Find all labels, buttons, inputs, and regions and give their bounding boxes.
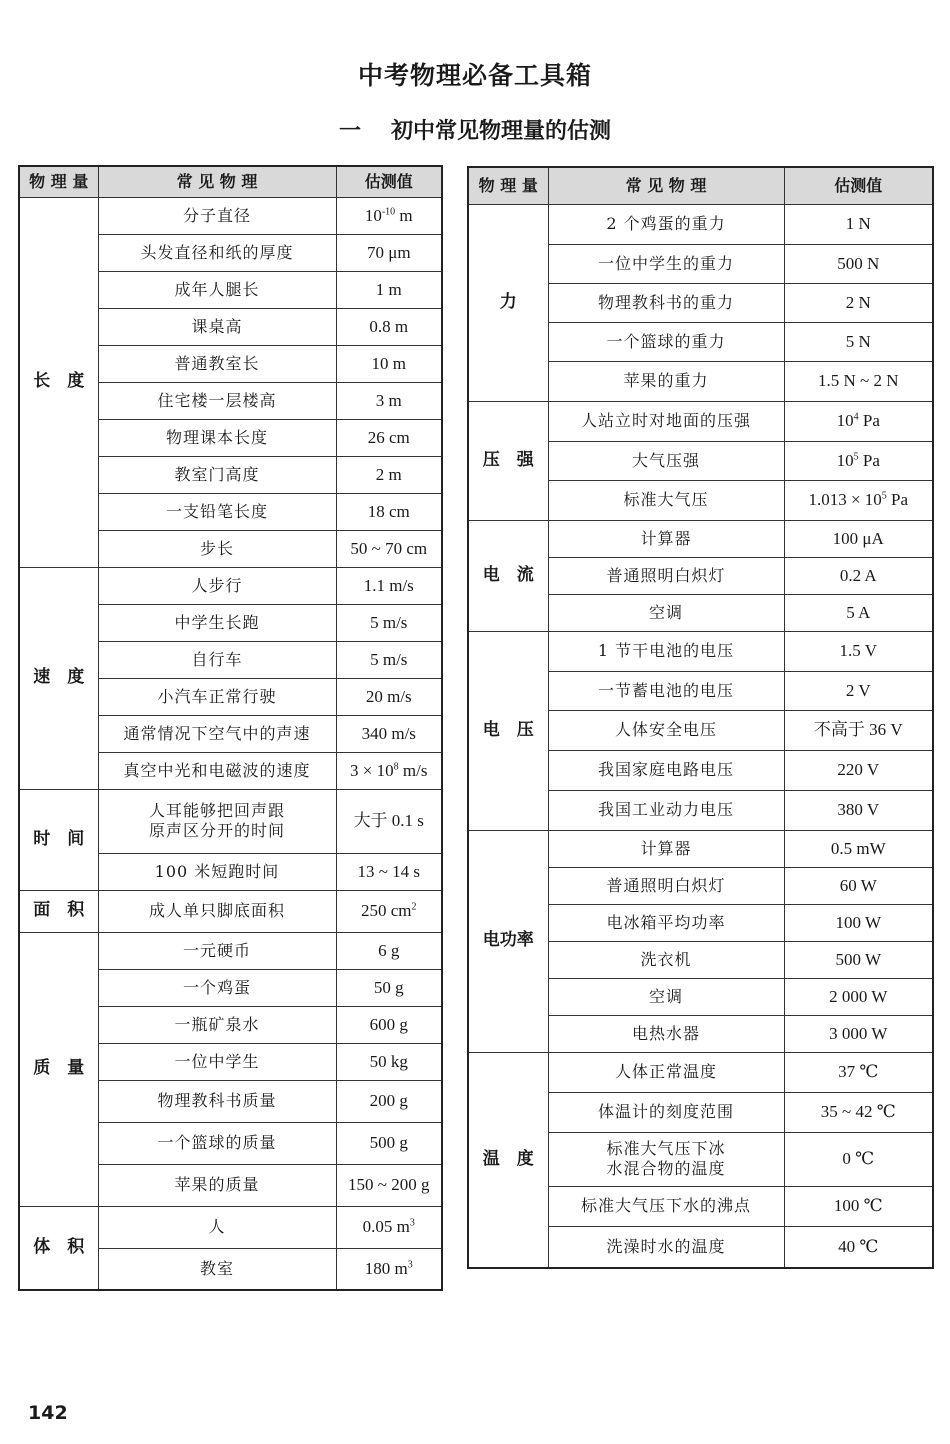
estimate-table-left [18, 165, 443, 1291]
value-text: 13 ~ 14 s [357, 861, 421, 881]
value-cell [784, 904, 933, 941]
value-text: 1.5 N ~ 2 N [817, 371, 899, 391]
value-cell [784, 750, 933, 790]
item-cell: 一个篮球的质量 [98, 1122, 336, 1164]
column-header-value: 估测值 [336, 166, 442, 197]
value-text: 500 N [837, 253, 880, 273]
value-text: 1.1 m/s [363, 575, 414, 595]
item-cell: 电冰箱平均功率 [548, 904, 784, 941]
value-text: 2 N [845, 292, 871, 312]
value-cell [336, 382, 442, 419]
value-cell [336, 1248, 442, 1290]
value-text: 250 cm [360, 901, 412, 921]
value-cell [336, 308, 442, 345]
category-cell: 质 量 [19, 932, 98, 1206]
value-text: 500 W [835, 949, 881, 969]
value-cell [336, 853, 442, 890]
value-text: 3 000 W [829, 1023, 888, 1043]
value-text: 50 ~ 70 cm [350, 538, 428, 558]
item-cell: 物理教科书的重力 [548, 283, 784, 322]
item-cell: 物理教科书质量 [98, 1080, 336, 1122]
value-cell [784, 283, 933, 322]
category-cell: 长 度 [19, 197, 98, 567]
value-text: 2 V [845, 680, 871, 700]
item-cell [548, 1132, 784, 1186]
value-text: 37 ℃ [838, 1062, 879, 1082]
value-text: 220 V [837, 760, 880, 780]
value-exponent: 8 [393, 761, 399, 773]
item-cell: 人体安全电压 [548, 710, 784, 750]
table-row [19, 932, 442, 969]
category-cell: 电 压 [468, 631, 548, 830]
table-row [468, 830, 933, 867]
item-cell: 计算器 [548, 830, 784, 867]
value-text: 60 W [839, 875, 877, 895]
item-cell: 住宅楼一层楼高 [98, 382, 336, 419]
item-cell: 体温计的刻度范围 [548, 1092, 784, 1132]
value-text: 2 000 W [829, 986, 888, 1006]
value-exponent: 5 [881, 490, 887, 502]
value-cell [336, 789, 442, 853]
item-cell: 空调 [548, 978, 784, 1015]
item-cell: 100 米短跑时间 [98, 853, 336, 890]
value-cell [336, 530, 442, 567]
table-row [468, 401, 933, 441]
item-cell: 人步行 [98, 567, 336, 604]
value-unit: Pa [858, 411, 880, 431]
value-cell [784, 1052, 933, 1092]
item-cell: 分子直径 [98, 197, 336, 234]
value-cell [336, 1122, 442, 1164]
value-cell [784, 520, 933, 557]
value-text: 5 N [845, 331, 871, 351]
item-cell [98, 789, 336, 853]
value-cell [784, 401, 933, 441]
table-row [19, 197, 442, 234]
category-cell: 压 强 [468, 401, 548, 520]
value-cell [784, 1226, 933, 1268]
value-text: 1.013 × 10 [808, 490, 882, 510]
item-cell: 人站立时对地面的压强 [548, 401, 784, 441]
value-cell [336, 1006, 442, 1043]
value-text: 10 [364, 205, 382, 225]
value-exponent: 3 [409, 1217, 415, 1229]
item-cell: 通常情况下空气中的声速 [98, 715, 336, 752]
item-cell: 一个篮球的重力 [548, 322, 784, 361]
value-cell [336, 493, 442, 530]
value-text: 150 ~ 200 g [348, 1175, 430, 1195]
item-cell: 苹果的质量 [98, 1164, 336, 1206]
item-cell: 教室门高度 [98, 456, 336, 493]
value-text: 10 m [371, 353, 406, 373]
value-text: 600 g [369, 1014, 408, 1034]
item-cell: 成年人腿长 [98, 271, 336, 308]
value-cell [336, 1164, 442, 1206]
value-text: 3 × 10 [350, 760, 394, 780]
value-cell [336, 969, 442, 1006]
value-cell [784, 480, 933, 520]
value-cell [784, 557, 933, 594]
value-text: 1 N [845, 214, 871, 234]
item-cell: 真空中光和电磁波的速度 [98, 752, 336, 789]
value-cell [336, 641, 442, 678]
value-cell [784, 322, 933, 361]
value-text: 0.2 A [839, 565, 877, 585]
item-cell: 我国工业动力电压 [548, 790, 784, 830]
value-text: 1.5 V [839, 641, 877, 661]
value-text: 大于 0.1 s [353, 811, 424, 831]
value-cell [336, 715, 442, 752]
category-cell: 力 [468, 204, 548, 401]
value-cell [784, 867, 933, 904]
category-cell: 时 间 [19, 789, 98, 890]
item-line: 原声区分开的时间 [148, 821, 285, 840]
value-text: 35 ~ 42 ℃ [820, 1102, 896, 1122]
value-text: 200 g [369, 1091, 408, 1111]
category-cell: 面 积 [19, 890, 98, 932]
section-heading [0, 114, 950, 145]
item-cell: 一瓶矿泉水 [98, 1006, 336, 1043]
item-line: 水混合物的温度 [606, 1159, 726, 1178]
value-cell [784, 631, 933, 671]
item-cell: 苹果的重力 [548, 361, 784, 401]
value-exponent: 4 [853, 411, 859, 423]
item-cell: 中学生长跑 [98, 604, 336, 641]
value-text: 10 [836, 411, 854, 431]
table-row [468, 1052, 933, 1092]
value-text: 18 cm [367, 501, 410, 521]
item-cell: 一节蓄电池的电压 [548, 671, 784, 710]
item-line: 人耳能够把回声跟 [148, 801, 285, 820]
value-unit: m [395, 205, 413, 225]
item-cell: 一位中学生的重力 [548, 244, 784, 283]
value-cell [336, 197, 442, 234]
item-cell: 普通教室长 [98, 345, 336, 382]
value-text: 50 g [373, 977, 404, 997]
item-cell: 大气压强 [548, 441, 784, 480]
item-cell: 标准大气压下水的沸点 [548, 1186, 784, 1226]
table-row [19, 789, 442, 853]
item-cell: 成人单只脚底面积 [98, 890, 336, 932]
section-title: 初中常见物理量的估测 [391, 119, 612, 144]
value-text: 20 m/s [365, 686, 412, 706]
table-row [19, 567, 442, 604]
value-cell [336, 234, 442, 271]
value-text: 不高于 36 V [813, 720, 903, 740]
value-cell [784, 1092, 933, 1132]
value-cell [336, 345, 442, 382]
value-cell [784, 941, 933, 978]
item-cell: 洗澡时水的温度 [548, 1226, 784, 1268]
value-text: 340 m/s [361, 723, 416, 743]
item-cell: 步长 [98, 530, 336, 567]
value-text: 3 m [375, 390, 402, 410]
item-cell: 课桌高 [98, 308, 336, 345]
value-text: 100 ℃ [833, 1196, 883, 1216]
item-cell: 空调 [548, 594, 784, 631]
value-text: 0 ℃ [842, 1149, 875, 1169]
value-cell [784, 710, 933, 750]
table-row [468, 520, 933, 557]
item-cell: 一个鸡蛋 [98, 969, 336, 1006]
item-cell: 小汽车正常行驶 [98, 678, 336, 715]
column-header-item: 常 见 物 理 [98, 166, 336, 197]
value-cell [784, 1186, 933, 1226]
value-text: 10 [836, 450, 854, 470]
item-cell: 一元硬币 [98, 932, 336, 969]
value-exponent: -10 [381, 206, 396, 218]
value-text: 0.5 mW [830, 838, 886, 858]
value-exponent: 2 [411, 901, 417, 913]
page-title: 中考物理必备工具箱 [357, 61, 592, 90]
value-exponent: 5 [853, 451, 859, 463]
value-text: 26 cm [367, 427, 410, 447]
value-cell [784, 244, 933, 283]
value-cell [784, 830, 933, 867]
value-unit: m/s [398, 760, 428, 780]
table-row [468, 204, 933, 244]
value-text: 380 V [837, 800, 880, 820]
value-cell [336, 456, 442, 493]
value-text: 180 m [364, 1259, 408, 1279]
value-unit: Pa [886, 490, 909, 510]
value-cell [336, 419, 442, 456]
value-cell [784, 790, 933, 830]
value-text: 100 μA [832, 528, 884, 548]
item-cell: 1 节干电池的电压 [548, 631, 784, 671]
value-text: 70 μm [366, 242, 411, 262]
value-cell [336, 752, 442, 789]
value-text: 0.05 m [362, 1217, 410, 1237]
category-cell: 电功率 [468, 830, 548, 1052]
category-cell: 温 度 [468, 1052, 548, 1268]
item-cell: 一支铅笔长度 [98, 493, 336, 530]
column-header-quantity: 物 理 量 [468, 167, 548, 204]
page-number: 142 [28, 1402, 68, 1424]
table-row [19, 1206, 442, 1248]
estimate-table-right [467, 166, 934, 1269]
value-text: 2 m [375, 464, 402, 484]
value-cell [336, 1043, 442, 1080]
value-cell [336, 604, 442, 641]
value-text: 1 m [375, 279, 402, 299]
item-cell: 洗衣机 [548, 941, 784, 978]
value-cell [336, 567, 442, 604]
table-row [468, 631, 933, 671]
item-cell: 2 个鸡蛋的重力 [548, 204, 784, 244]
value-exponent: 3 [407, 1259, 413, 1271]
value-cell [336, 678, 442, 715]
item-line: 标准大气压下冰 [606, 1139, 726, 1158]
value-text: 5 m/s [370, 612, 408, 632]
value-text: 5 m/s [370, 649, 408, 669]
item-cell: 一位中学生 [98, 1043, 336, 1080]
item-cell: 普通照明白炽灯 [548, 867, 784, 904]
value-text: 0.8 m [369, 316, 409, 336]
column-header-value: 估测值 [784, 167, 933, 204]
item-cell: 标准大气压 [548, 480, 784, 520]
item-cell: 计算器 [548, 520, 784, 557]
value-cell [336, 1080, 442, 1122]
category-cell: 电 流 [468, 520, 548, 631]
value-text: 40 ℃ [838, 1237, 879, 1257]
value-cell [784, 1015, 933, 1052]
item-cell: 教室 [98, 1248, 336, 1290]
column-header-quantity: 物 理 量 [19, 166, 98, 197]
item-cell: 头发直径和纸的厚度 [98, 234, 336, 271]
value-text: 5 A [846, 602, 871, 622]
value-cell [336, 890, 442, 932]
column-header-item: 常 见 物 理 [548, 167, 784, 204]
category-cell: 体 积 [19, 1206, 98, 1290]
value-text: 6 g [378, 940, 400, 960]
item-cell: 物理课本长度 [98, 419, 336, 456]
value-cell [336, 271, 442, 308]
value-cell [336, 1206, 442, 1248]
item-cell: 人 [98, 1206, 336, 1248]
item-cell: 普通照明白炽灯 [548, 557, 784, 594]
value-cell [784, 361, 933, 401]
value-text: 50 kg [369, 1051, 408, 1071]
value-cell [784, 671, 933, 710]
item-cell: 我国家庭电路电压 [548, 750, 784, 790]
table-row [19, 890, 442, 932]
section-number: 一 [338, 119, 361, 144]
item-cell: 自行车 [98, 641, 336, 678]
value-cell [784, 441, 933, 480]
item-cell: 电热水器 [548, 1015, 784, 1052]
value-text: 100 W [835, 912, 881, 932]
value-text: 500 g [369, 1133, 408, 1153]
value-cell [784, 204, 933, 244]
value-cell [784, 594, 933, 631]
value-unit: Pa [858, 450, 880, 470]
category-cell: 速 度 [19, 567, 98, 789]
value-cell [784, 978, 933, 1015]
value-cell [784, 1132, 933, 1186]
value-cell [336, 932, 442, 969]
item-cell: 人体正常温度 [548, 1052, 784, 1092]
